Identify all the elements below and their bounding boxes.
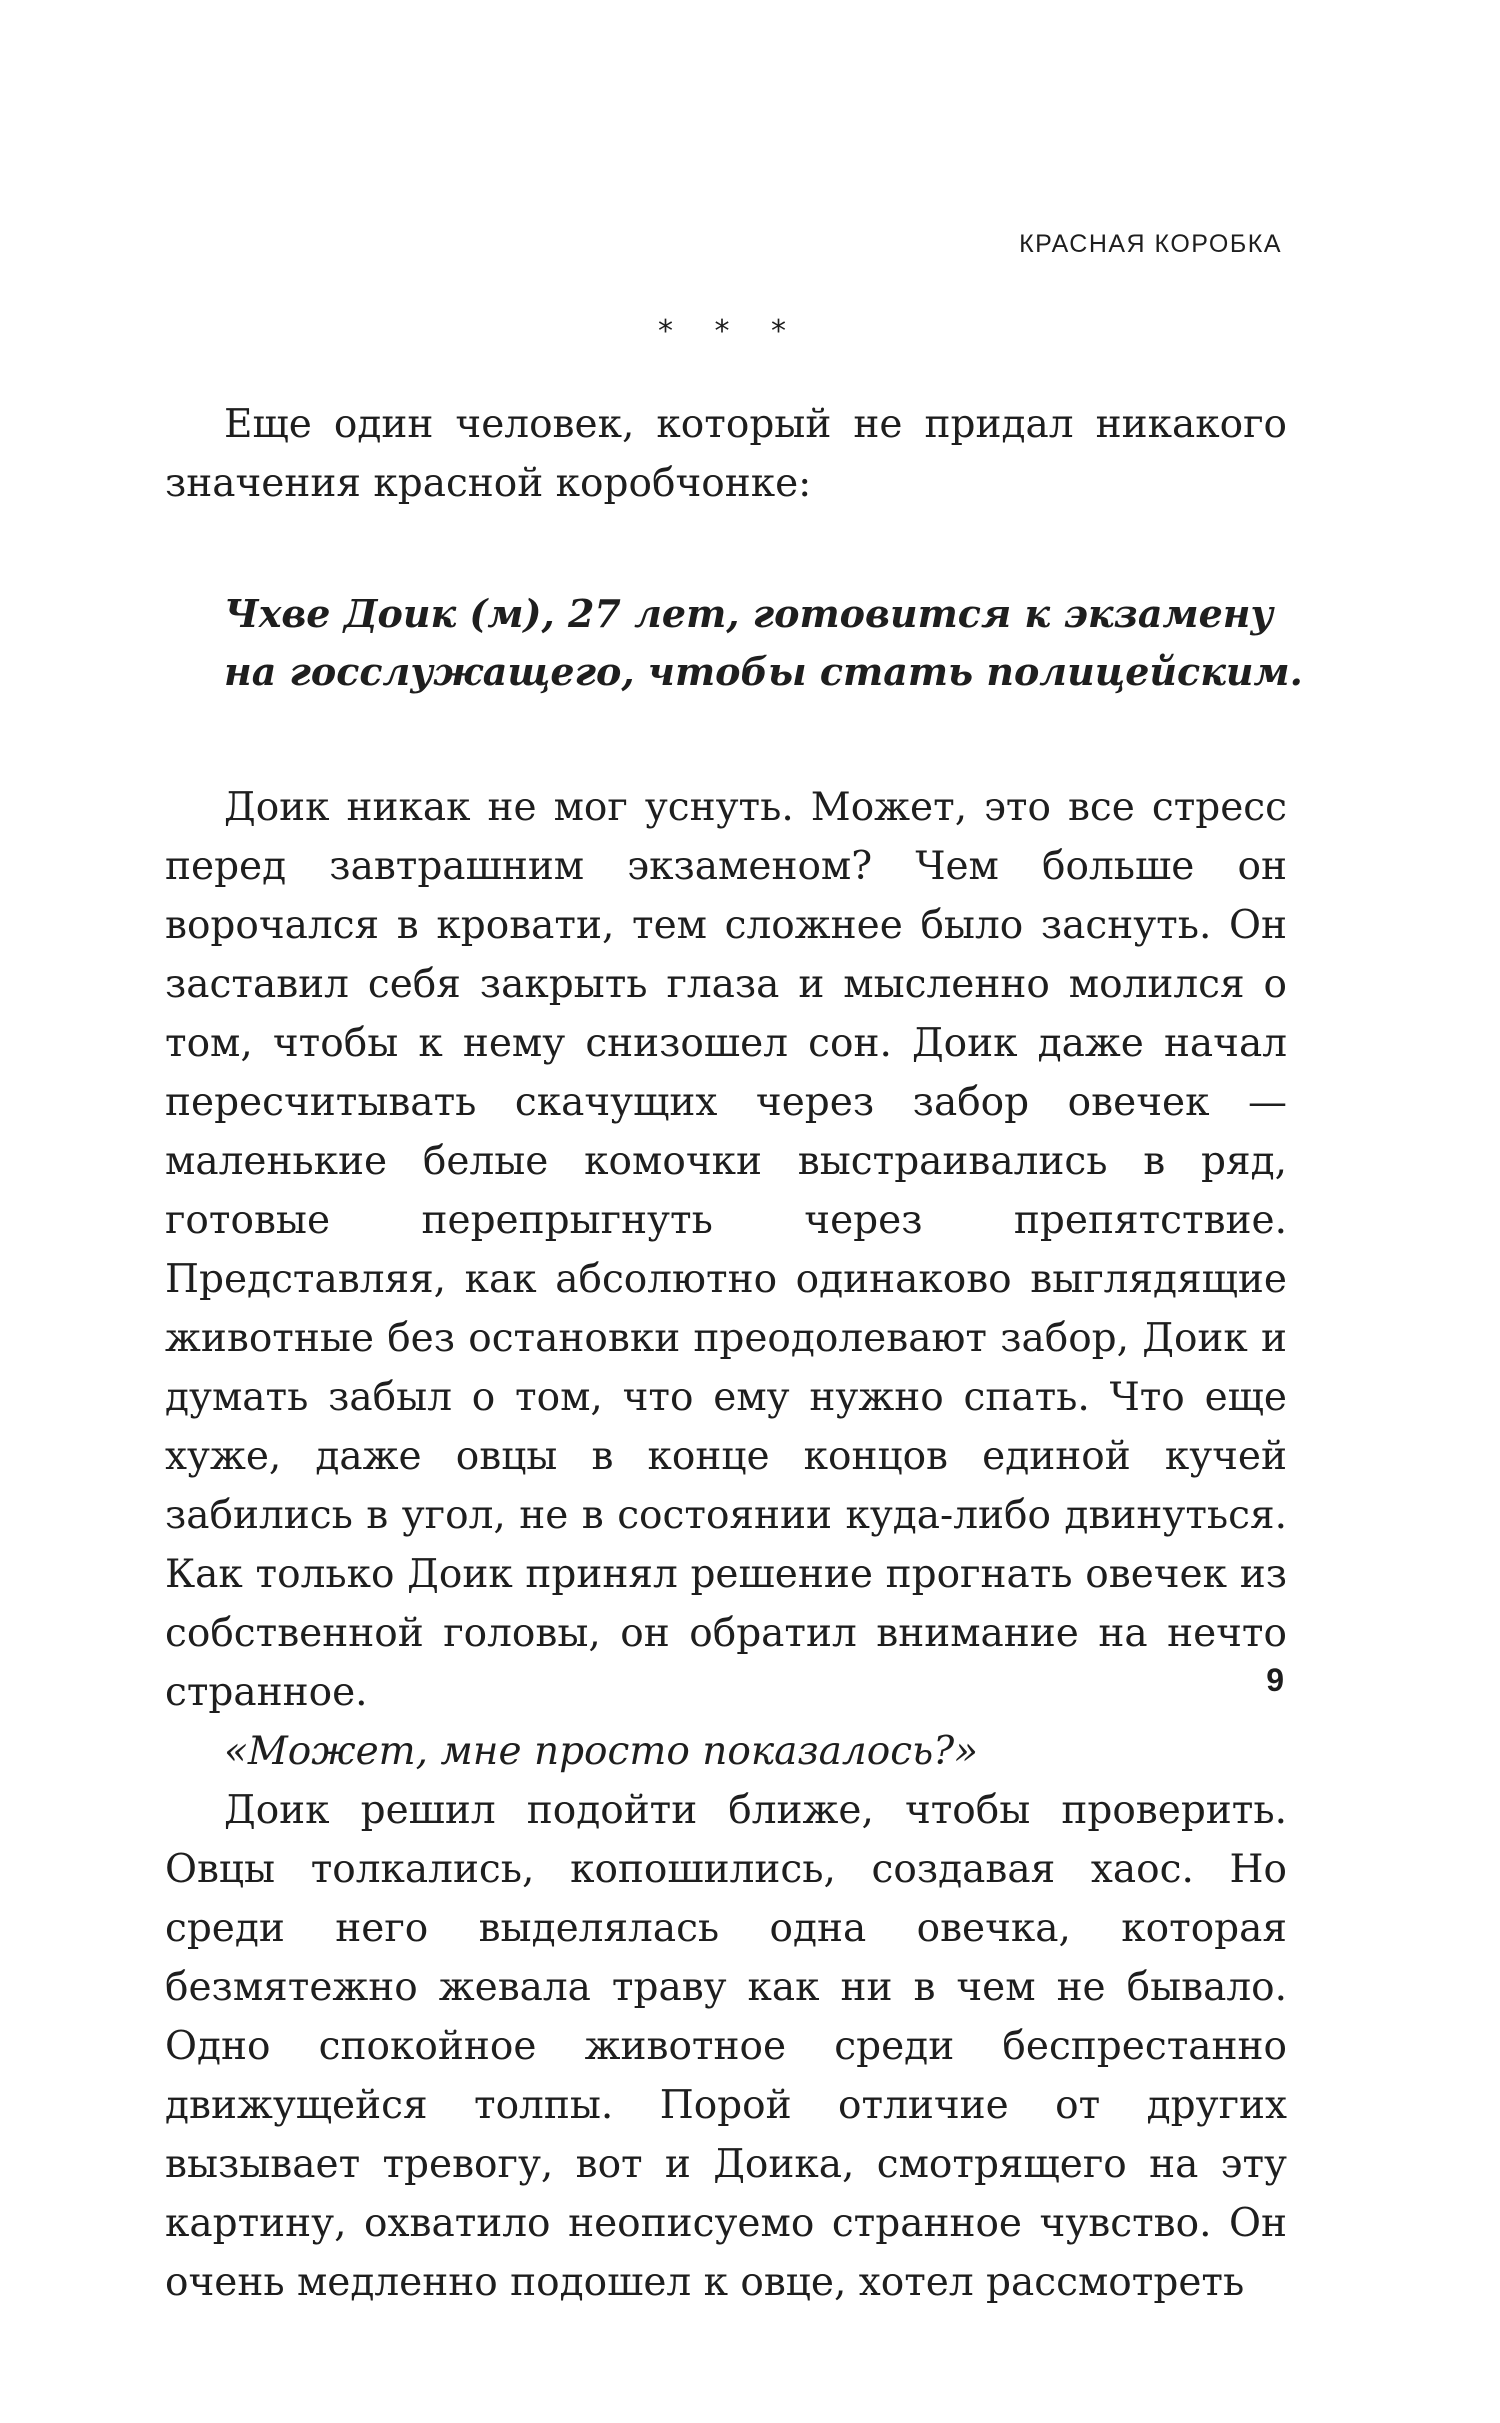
running-head: КРАСНАЯ КОРОБКА — [1019, 230, 1282, 258]
subject-line-2: на госслужащего, чтобы стать полицейским. — [224, 649, 1303, 694]
intro-text — [165, 395, 1287, 513]
main-text — [165, 778, 1287, 2312]
paragraph-quote: «Может, мне просто показалось?» — [224, 1729, 979, 1774]
section-separator: * * * — [657, 314, 803, 349]
page-number: 9 — [1266, 1662, 1284, 1698]
subject-description — [224, 585, 1324, 701]
paragraph-1: Доик никак не мог уснуть. Может, это все стресс перед завтрашним экзаменом? Чем больше он ворочался в кровати, тем сложнее было заснуть. Он заставил себя закрыть глаза и мысленно молился о том, чтобы к нему снизошел сон. Доик даже начал пересчитывать скачущих через забор овечек — маленькие белые комочки выстраивались в ряд, готовые перепрыгнуть через препятствие. Представляя, как абсолютно одинаково выглядящие животные без остановки преодолевают забор, Доик и думать забыл о том, что ему нужно спать. Что еще хуже, даже овцы в конце концов единой кучей забились в угол, не в состоянии куда-либо двинуться. Как только Доик принял решение прогнать овечек из собственной головы, он обратил внимание на нечто странное. — [165, 785, 1287, 1715]
intro-paragraph: Еще один человек, который не придал никакого значения красной коробчонке: — [165, 402, 1287, 506]
subject-line-1: Чхве Доик (м), 27 лет, готовится к экзамену — [224, 591, 1274, 636]
paragraph-3: Доик решил подойти ближе, чтобы проверить. Овцы толкались, копошились, создавая хаос. Но среди него выделялась одна овечка, которая безмятежно жевала траву как ни в чем не бывало. Одно спокойное животное среди беспрестанно движущейся толпы. Порой отличие от других вызывает тревогу, вот и Доика, смотрящего на эту картину, охватило неописуемо странное чувство. Он очень медленно подошел к овце, хотел рассмотреть — [165, 1788, 1287, 2305]
